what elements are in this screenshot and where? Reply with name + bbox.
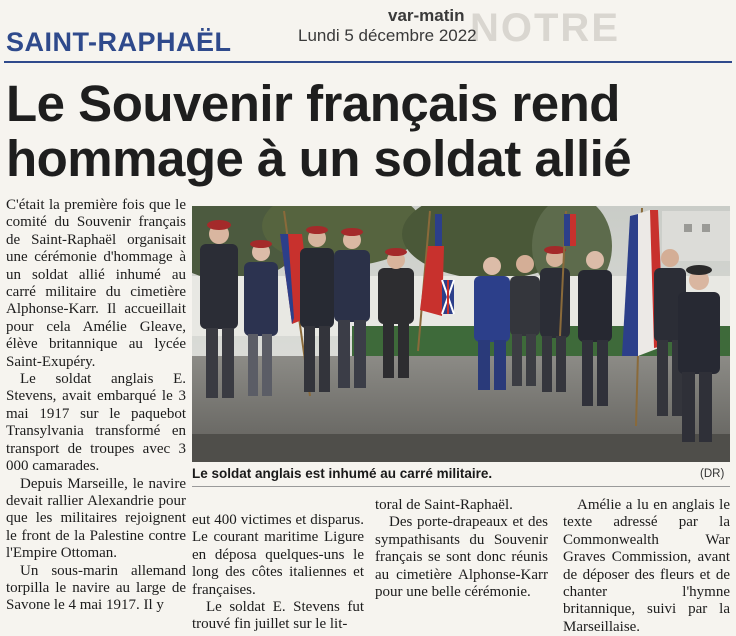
- publication-date: Lundi 5 décembre 2022: [298, 26, 477, 45]
- background-masthead-ghost: NOTRE: [470, 6, 620, 50]
- paragraph: Amélie a lu en anglais le texte adressé par la Commonwealth War Graves Commission, avant de déposer des fleurs et de chanter l'hymne britannique, suivi par la Marseillaise.: [563, 497, 730, 635]
- article-column-2: [192, 512, 364, 634]
- newspaper-name: var-matin: [388, 6, 465, 25]
- paragraph: Le soldat anglais E. Stevens, avait embarqué le 3 mai 1917 sur le paquebot Transylvania transformé en transport de troupes avec 3 000 camarades.: [6, 371, 186, 475]
- paragraph: Le soldat E. Stevens fut trouvé fin juillet sur le lit-: [192, 599, 364, 633]
- paragraph: Des porte-drapeaux et des sympathisants du Souvenir français se sont donc réunis au cimetière Alphonse-Karr pour une belle cérémonie.: [375, 514, 548, 601]
- headline: [6, 76, 734, 186]
- paragraph: eut 400 victimes et disparus. Le courant maritime Ligure en déposa quelques-uns le long des côtes italiennes et françaises.: [192, 512, 364, 598]
- paragraph: Un sous-marin allemand torpilla le navire au large de Savone le 4 mai 1917. Il y: [6, 562, 186, 614]
- paragraph: C'était la première fois que le comité du Souvenir français de Saint-Raphaël organisait une cérémonie d'hommage à un soldat allié inhumé au carré militaire du cimetière Alphonse-Karr. Il accueillait pour cela Amélie Gleave, élève britannique au lycée Saint-Exupéry.: [6, 197, 186, 370]
- headline-line-1: Le Souvenir français rend: [6, 75, 620, 132]
- photo-caption: Le soldat anglais est inhumé au carré militaire.: [192, 466, 493, 481]
- ceremony-photo: [192, 206, 730, 462]
- caption-rule: [192, 486, 730, 487]
- section-title: SAINT-RAPHAËL: [6, 27, 232, 57]
- article-column-4: [563, 497, 730, 636]
- photo-credit: (DR): [700, 468, 725, 480]
- paragraph: Depuis Marseille, le navire devait rallier Alexandrie pour que les militaires rejoignent le front de la Palestine contre l'Empire Ottoman.: [6, 475, 186, 562]
- headline-line-2: hommage à un soldat allié: [6, 130, 632, 187]
- article-column-3: [375, 497, 548, 601]
- section-rule: [4, 61, 732, 63]
- article-column-1: [6, 197, 186, 615]
- paragraph: toral de Saint-Raphaël.: [375, 497, 513, 513]
